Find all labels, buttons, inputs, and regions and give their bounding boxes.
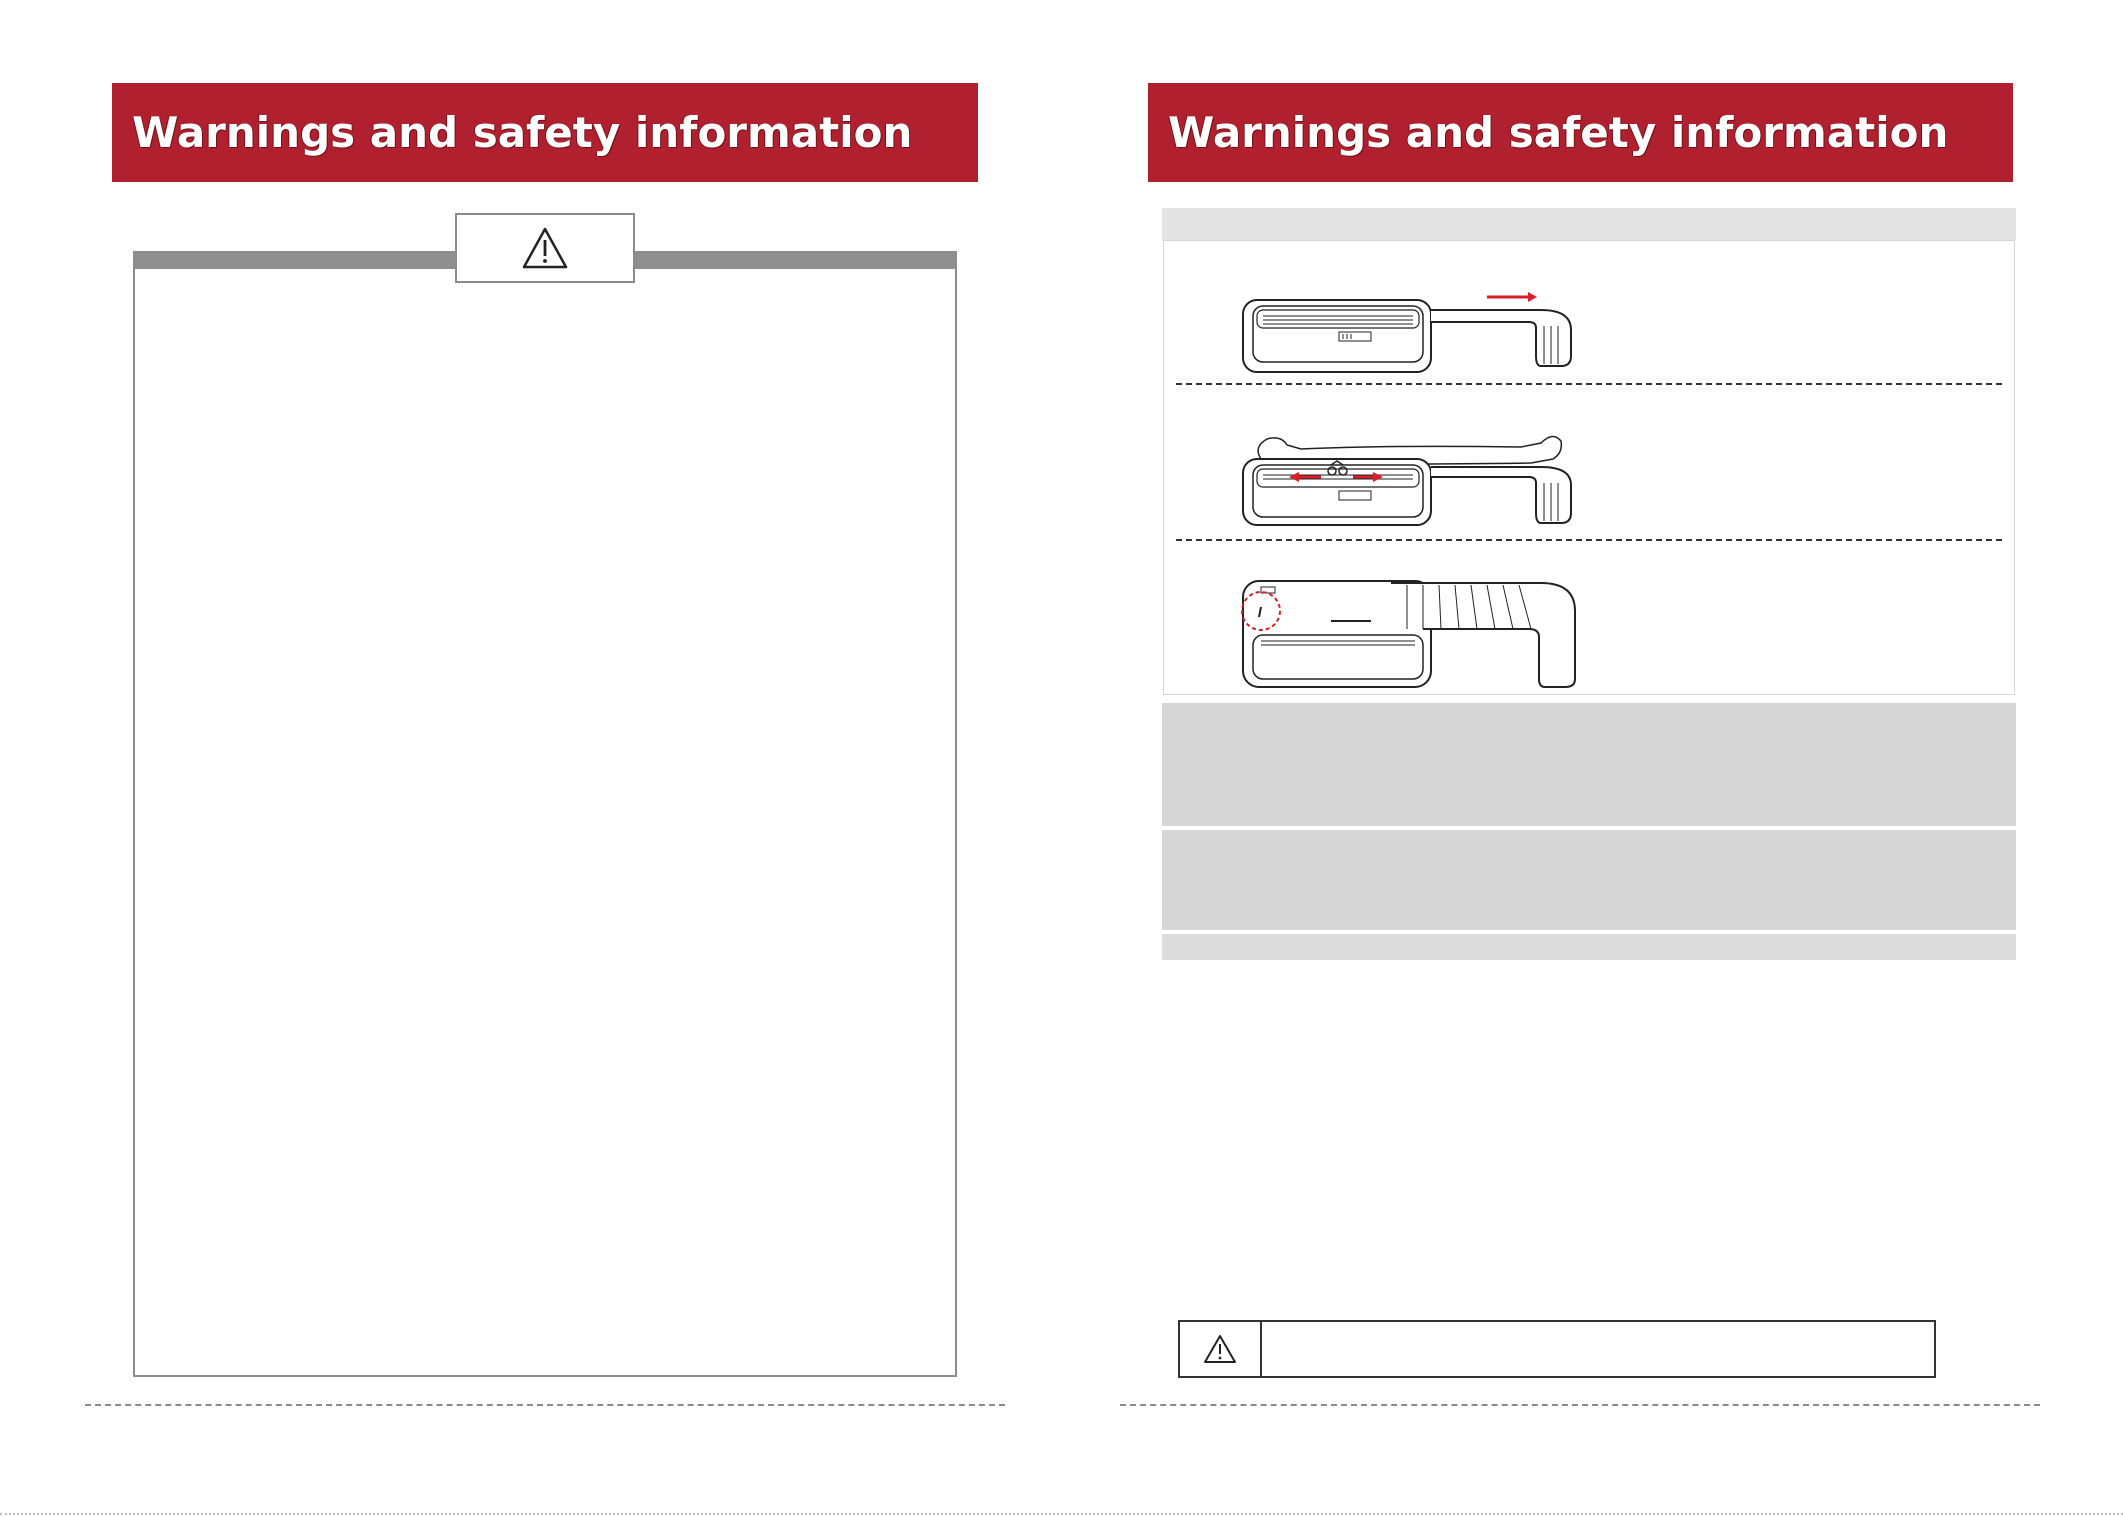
- info-panel-2: [1162, 830, 2016, 930]
- left-warning-box: [133, 251, 957, 1377]
- figure-person-lying: [1241, 419, 1581, 529]
- figure-divider-2: [1176, 539, 2002, 541]
- bottom-warning-box: [1178, 1320, 1936, 1378]
- right-title-bar: [1148, 83, 2013, 182]
- page-bottom-edge: [0, 1513, 2123, 1515]
- right-page-title: Warnings and safety information: [1168, 108, 1949, 157]
- right-footer-divider: [1120, 1404, 2040, 1406]
- figure-device-control: [1241, 571, 1581, 691]
- info-footer-strip: [1162, 934, 2016, 960]
- warning-triangle-icon: [1203, 1334, 1237, 1364]
- warning-triangle-icon: [521, 226, 569, 270]
- left-footer-divider: [85, 1404, 1005, 1406]
- caution-tab: [455, 213, 635, 283]
- bottom-warning-icon-cell: [1180, 1322, 1262, 1376]
- figure-header-strip: [1162, 208, 2016, 240]
- left-page-title: Warnings and safety information: [132, 108, 913, 157]
- left-title-bar: [112, 83, 978, 182]
- figure-extend-arrow: [1486, 291, 1538, 303]
- figure-divider-1: [1176, 383, 2002, 385]
- info-panel-1: [1162, 703, 2016, 826]
- product-figure-box: [1163, 240, 2015, 695]
